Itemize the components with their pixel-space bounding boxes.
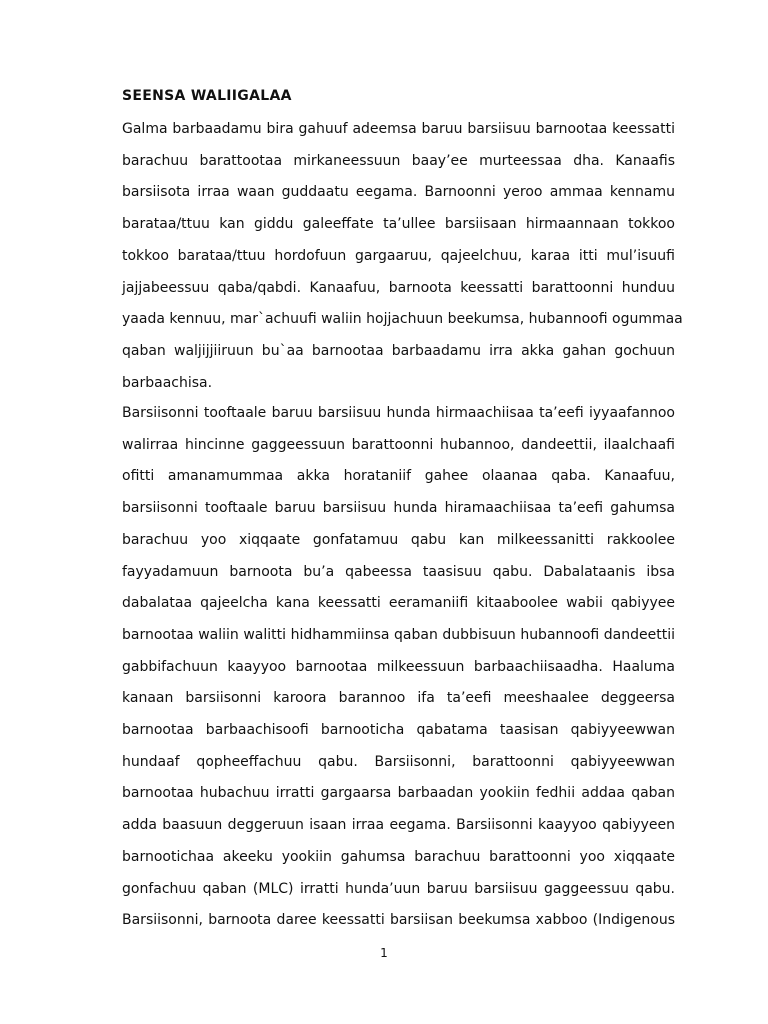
paragraph-2 [122, 398, 675, 937]
paragraph-line: gonfachuu qaban (MLC) irratti hunda’uun baruu barsiisuu gaggeessuu qabu. [122, 880, 675, 897]
paragraph-line: gabbifachuun kaayyoo barnootaa milkeessuun barbaachiisaadha. Haaluma [122, 658, 675, 675]
paragraph-line: barnootaa hubachuu irratti gargaarsa barbaadan yookiin fedhii addaa qaban [122, 785, 675, 802]
paragraph-line: fayyadamuun barnoota bu’a qabeessa taasisuu qabu. Dabalataanis ibsa [122, 563, 675, 580]
paragraph-line: barataa/ttuu kan giddu galeeffate ta’ullee barsiisaan hirmaannaan tokkoo [122, 216, 675, 233]
paragraph-line: barnootichaa akeeku yookiin gahumsa barachuu barattoonni yoo xiqqaate [122, 848, 675, 865]
paragraph-line: hundaaf qopheeffachuu qabu. Barsiisonni, barattoonni qabiyyeewwan [122, 753, 675, 770]
paragraph-line: yaada kennuu, mar`achuufi waliin hojjachuun beekumsa, hubannoofi ogummaa [122, 311, 683, 328]
paragraph-line: Galma barbaadamu bira gahuuf adeemsa baruu barsiisuu barnootaa keessatti [122, 121, 675, 137]
paragraph-line: tokkoo barataa/ttuu hordofuun gargaaruu, qajeelchuu, karaa itti mul’isuufi [122, 247, 675, 264]
paragraph-line: qaban waljijjiiruun bu`aa barnootaa barbaadamu irra akka gahan gochuun [122, 342, 675, 359]
section-heading: SEENSA WALIIGALAA [122, 88, 292, 104]
paragraph-line: barnootaa waliin walitti hidhammiinsa qaban dubbisuun hubannoofi dandeettii [122, 626, 675, 643]
paragraph-line: dabalataa qajeelcha kana keessatti eeramaniifi kitaaboolee wabii qabiyyee [122, 595, 675, 612]
paragraph-line: barbaachisa. [122, 374, 213, 391]
paragraph-1 [122, 114, 683, 399]
paragraph-line: Barsiisonni, barnoota daree keessatti barsiisan beekumsa xabboo (Indigenous [122, 912, 675, 929]
paragraph-line: barnootaa barbaachisoofi barnooticha qabatama taasisan qabiyyeewwan [122, 722, 675, 739]
paragraph-line: barsiisonni tooftaale baruu barsiisuu hunda hiramaachiisaa ta’eefi gahumsa [122, 500, 675, 517]
paragraph-line: adda baasuun deggeruun isaan irraa eegama. Barsiisonni kaayyoo qabiyyeen [122, 817, 675, 834]
paragraph-line: ofitti amanamummaa akka horataniif gahee olaanaa qaba. Kanaafuu, [122, 468, 675, 485]
paragraph-line: barachuu yoo xiqqaate gonfatamuu qabu kan milkeessanitti rakkoolee [122, 531, 675, 548]
paragraph-line: barachuu barattootaa mirkaneessuun baay’ee murteessaa dha. Kanaafis [122, 152, 675, 169]
paragraph-line: jajjabeessuu qaba/qabdi. Kanaafuu, barnoota keessatti barattoonni hunduu [122, 279, 675, 296]
page-number: 1 [380, 946, 388, 960]
paragraph-line: kanaan barsiisonni karoora barannoo ifa ta’eefi meeshaalee deggeersa [122, 690, 675, 707]
paragraph-line: Barsiisonni tooftaale baruu barsiisuu hunda hirmaachiisaa ta’eefi iyyaafannoo [122, 405, 675, 421]
paragraph-line: walirraa hincinne gaggeessuun barattoonni hubannoo, dandeettii, ilaalchaafi [122, 436, 675, 453]
paragraph-line: barsiisota irraa waan guddaatu eegama. Barnoonni yeroo ammaa kennamu [122, 184, 675, 201]
